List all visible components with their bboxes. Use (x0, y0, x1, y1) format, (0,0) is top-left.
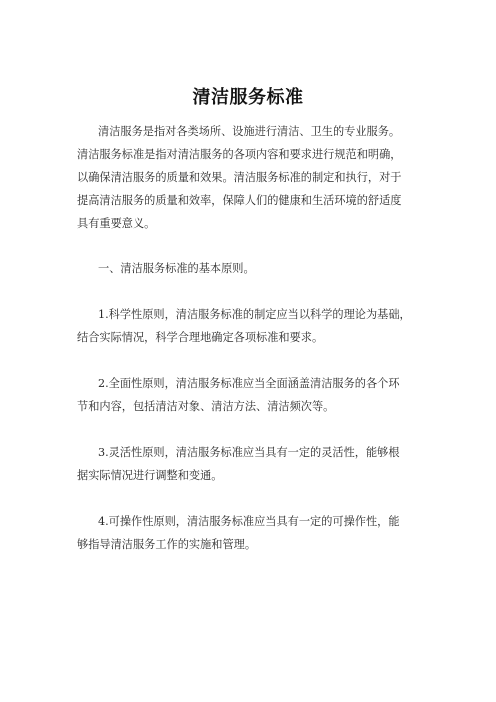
intro-line-3: 以确保清洁服务的质量和效果。清洁服务标准的制定和执行，对于 (77, 171, 402, 184)
section-heading: 一、清洁服务标准的基本原则。 (98, 262, 255, 275)
principle-4-line-2: 够指导清洁服务工作的实施和管理。 (77, 538, 257, 551)
intro-line-5: 具有重要意义。 (77, 217, 156, 230)
intro-line-2: 清洁服务标准是指对清洁服务的各项内容和要求进行规范和明确， (77, 148, 402, 161)
principle-4-line-1: 4.可操作性原则，清洁服务标准应当具有一定的可操作性，能 (98, 515, 400, 528)
principle-1-line-2: 结合实际情况，科学合理地确定各项标准和要求。 (77, 331, 324, 344)
principle-3-line-1: 3.灵活性原则，清洁服务标准应当具有一定的灵活性，能够根 (98, 446, 400, 459)
principle-2-line-2: 节和内容，包括清洁对象、清洁方法、清洁频次等。 (77, 400, 335, 413)
principle-3-line-2: 据实际情况进行调整和变通。 (77, 469, 223, 482)
intro-line-1: 清洁服务是指对各类场所、设施进行清洁、卫生的专业服务。 (98, 125, 401, 138)
principle-2-line-1: 2.全面性原则，清洁服务标准应当全面涵盖清洁服务的各个环 (98, 377, 400, 390)
principle-1-line-1: 1.科学性原则，清洁服务标准的制定应当以科学的理论为基础， (98, 308, 411, 321)
document-title: 清洁服务标准 (192, 87, 304, 108)
intro-line-4: 提高清洁服务的质量和效率，保障人们的健康和生活环境的舒适度 (77, 194, 402, 207)
